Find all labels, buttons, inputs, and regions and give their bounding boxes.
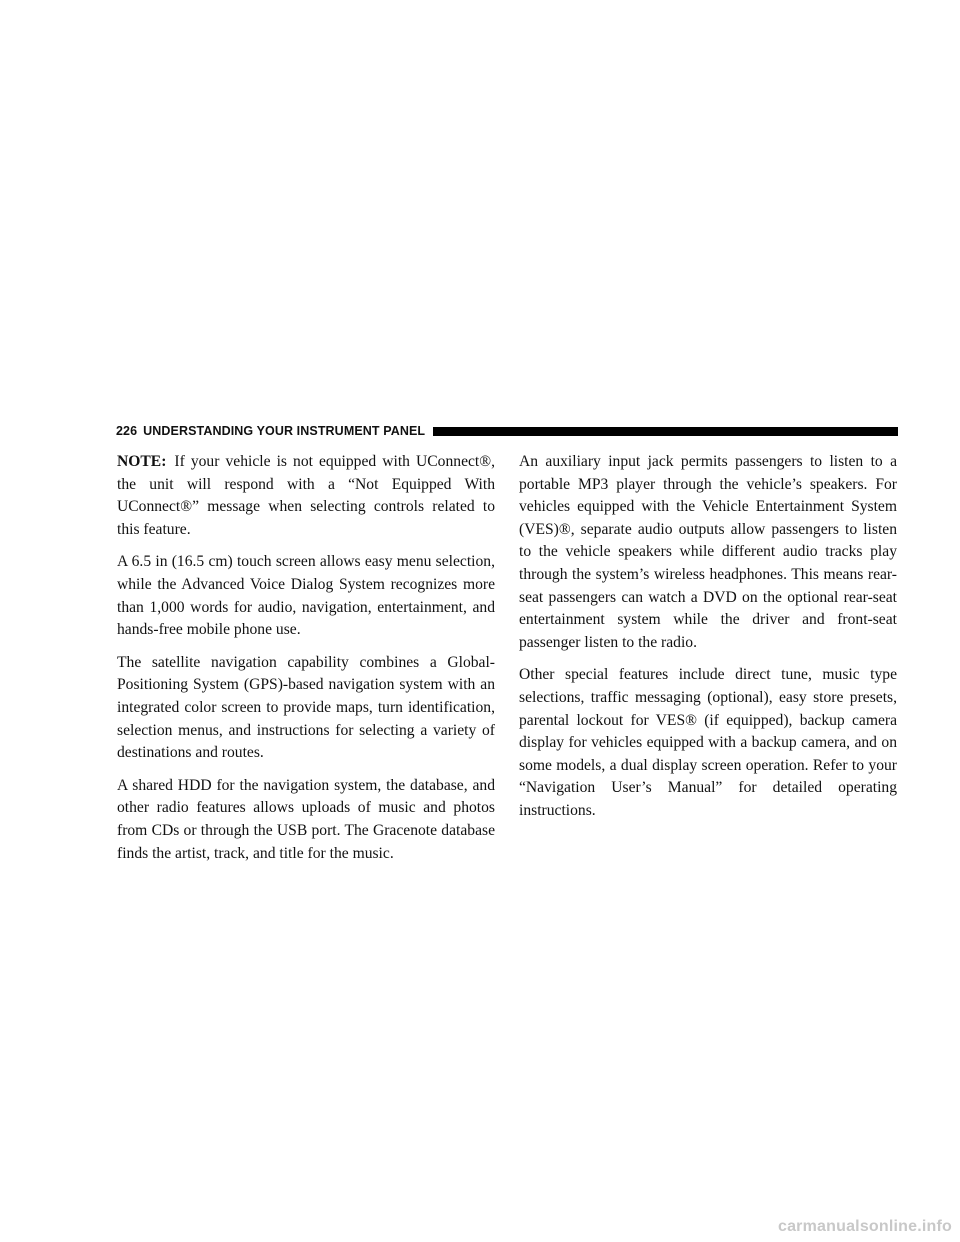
note-paragraph [117, 451, 495, 541]
section-title: UNDERSTANDING YOUR INSTRUMENT PANEL [143, 424, 426, 438]
special-features-paragraph: Other special features include direct tune, music type selections, traffic messaging (optional), easy store presets, parental lockout for VES® (if equipped), backup camera display for vehicles equipped with a backup camera, and on some models, a dual display screen operation. Refer to your “Navigation User’s Manual” for detailed operating instructions. [519, 666, 897, 819]
auxiliary-input-paragraph: An auxiliary input jack permits passengers to listen to a portable MP3 player through the vehicle’s speakers. For vehicles equipped with the Vehicle Entertainment System (VES)®, separate audio outputs allow passengers to listen to the vehicle speakers while different audio tracks play through the system’s wireless headphones. This means rear-seat passengers can watch a DVD on the optional rear-seat entertainment system while the driver and front-seat passenger listen to the radio. [519, 453, 897, 651]
header-rule [433, 427, 898, 436]
left-column [117, 451, 495, 875]
touch-screen-paragraph: A 6.5 in (16.5 cm) touch screen allows easy menu selection, while the Advanced Voice Dialog System recognizes more than 1,000 words for audio, navigation, entertainment, and hands-free mobile phone use. [117, 553, 495, 639]
right-column [519, 451, 897, 833]
page-number: 226 [116, 424, 138, 438]
watermark: carmanualsonline.info [777, 1218, 952, 1235]
note-label: NOTE: [117, 453, 167, 470]
running-header [116, 420, 898, 442]
hdd-paragraph: A shared HDD for the navigation system, the database, and other radio features allows uploads of music and photos from CDs or through the USB port. The Gracenote database finds the artist, track, and title for the music. [117, 776, 495, 862]
navigation-paragraph: The satellite navigation capability combines a Global-Positioning System (GPS)-based navigation system with an integrated color screen to provide maps, turn identification, selection menus, and instructions for selecting a variety of destinations and routes. [117, 653, 495, 762]
note-text: If your vehicle is not equipped with UConnect®, the unit will respond with a “Not Equipped With UConnect®” message when selecting controls related to this feature. [117, 453, 495, 538]
